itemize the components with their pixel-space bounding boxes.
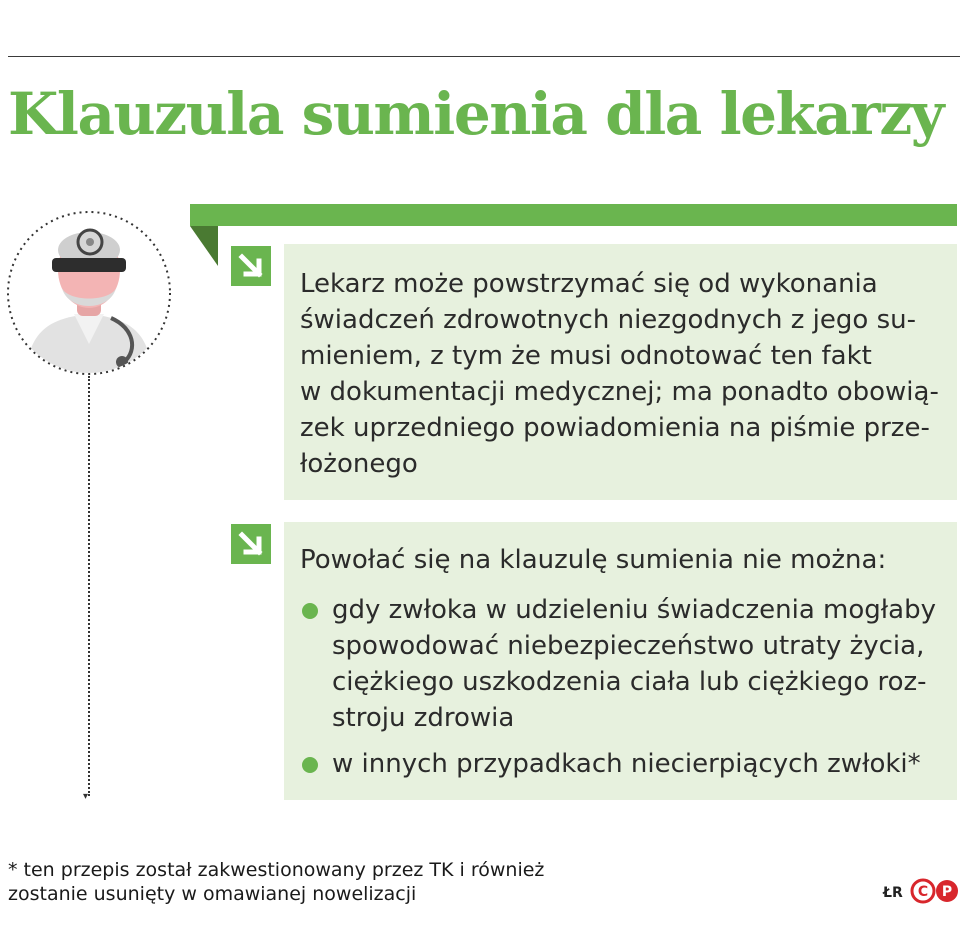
text-line: stroju zdrowia [332, 703, 515, 733]
author-credit: ŁR [883, 885, 903, 901]
rule-text [300, 266, 940, 482]
arrow-down-right-icon [231, 524, 271, 564]
exceptions-list [300, 592, 936, 792]
logo-letter-c: C [917, 884, 929, 900]
doctor-icon [6, 210, 172, 376]
top-rule [8, 56, 960, 57]
list-item [300, 592, 936, 736]
arrow-down-right-icon [231, 246, 271, 286]
text-line: mieniem, z tym że musi odnotować ten fakt [300, 341, 872, 371]
text-line: gdy zwłoka w udzieleniu świadczenia mogłaby [332, 595, 936, 625]
exceptions-box [284, 522, 957, 800]
header-bar-fold [190, 226, 218, 266]
doctor-avatar [6, 210, 172, 376]
footnote-line: zostanie usunięty w omawianej nowelizacji [8, 883, 417, 905]
text-line: świadczeń zdrowotnych niezgodnych z jego su- [300, 305, 916, 335]
logo-letter-p: P [941, 884, 953, 900]
bullet-dot-icon [302, 603, 318, 619]
page-title: Klauzula sumienia dla lekarzy [8, 80, 943, 148]
text-line: ciężkiego uszkodzenia ciała lub ciężkiego roz- [332, 667, 927, 697]
bullet-dot-icon [302, 757, 318, 773]
rule-box [284, 244, 957, 500]
text-line: zek uprzedniego powiadomienia na piśmie prze- [300, 413, 930, 443]
header-bar [190, 204, 957, 226]
footnote-line: * ten przepis został zakwestionowany przez TK i również [8, 859, 545, 881]
exceptions-lead: Powołać się na klauzulę sumienia nie można: [300, 545, 887, 575]
footnote [8, 858, 544, 906]
timeline-line [88, 376, 90, 796]
text-line: w innych przypadkach niecierpiących zwłoki* [332, 749, 921, 779]
cp-logo [910, 878, 960, 904]
text-line: Lekarz może powstrzymać się od wykonania [300, 269, 878, 299]
list-item [300, 746, 936, 782]
text-line: spowodować niebezpieczeństwo utraty życia, [332, 631, 925, 661]
text-line: łożonego [300, 449, 418, 479]
text-line: w dokumentacji medycznej; ma ponadto obowią- [300, 377, 939, 407]
timeline-end-icon: ▾ [83, 791, 89, 802]
